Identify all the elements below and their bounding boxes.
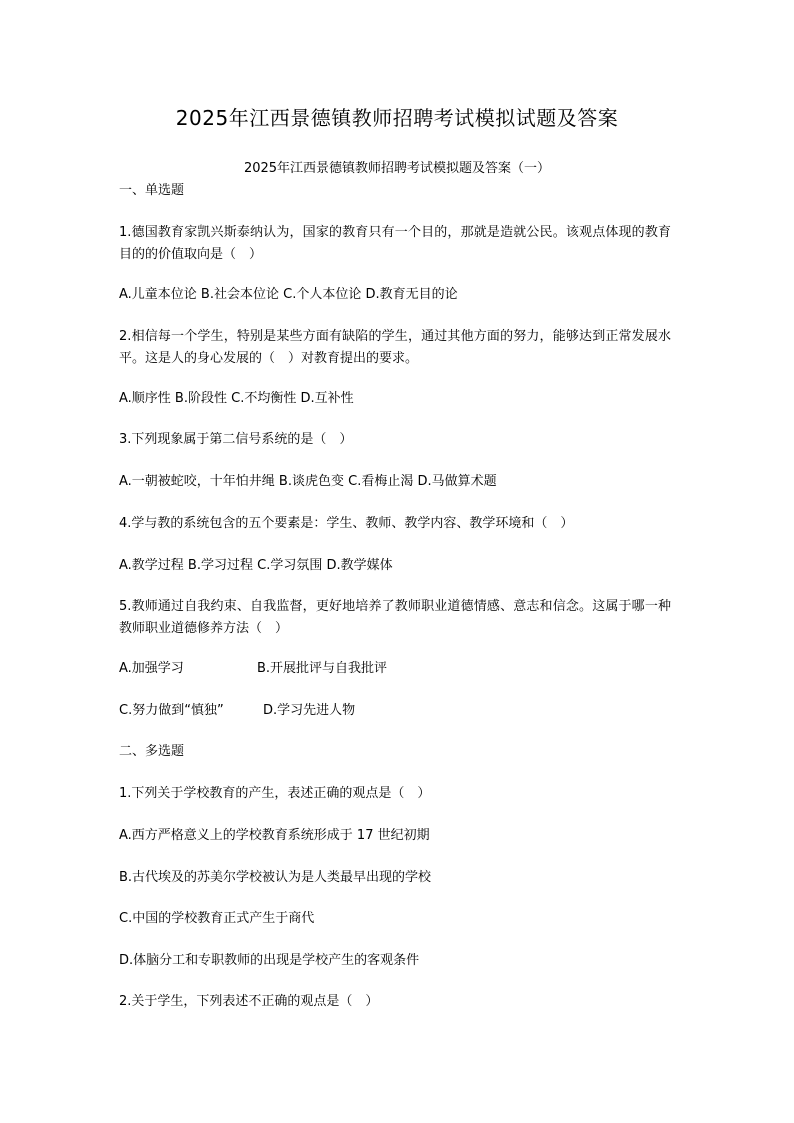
mc-question-1-option-c: C.中国的学校教育正式产生于商代 <box>119 911 315 926</box>
question-5-option-c: C.努力做到“慎独” <box>119 703 224 718</box>
question-5-option-d: D.学习先进人物 <box>263 703 356 718</box>
section-heading-single-choice: 一、单选题 <box>119 183 185 198</box>
question-4-options: A.教学过程 B.学习过程 C.学习氛围 D.教学媒体 <box>119 558 393 573</box>
question-3-stem: 3.下列现象属于第二信号系统的是（ ） <box>119 432 353 447</box>
mc-question-1-option-d: D.体脑分工和专职教师的出现是学校产生的客观条件 <box>119 953 420 968</box>
mc-question-1-option-b: B.古代埃及的苏美尔学校被认为是人类最早出现的学校 <box>119 870 432 885</box>
document-subtitle: 2025年江西景德镇教师招聘考试模拟题及答案（一） <box>243 161 551 176</box>
question-1-options: A.儿童本位论 B.社会本位论 C.个人本位论 D.教育无目的论 <box>119 287 458 302</box>
document-title: 2025年江西景德镇教师招聘考试模拟试题及答案 <box>175 106 619 130</box>
question-1-stem: 1.德国教育家凯兴斯泰纳认为，国家的教育只有一个目的，那就是造就公民。该观点体现的教育目的的价值取向是（ ） <box>119 225 671 262</box>
question-2-options: A.顺序性 B.阶段性 C.不均衡性 D.互补性 <box>119 391 354 406</box>
mc-question-1-option-a: A.西方严格意义上的学校教育系统形成于 17 世纪初期 <box>119 828 430 843</box>
question-5-option-a: A.加强学习 <box>119 661 184 676</box>
question-2-stem: 2.相信每一个学生，特别是某些方面有缺陷的学生，通过其他方面的努力，能够达到正常发展水平。这是人的身心发展的（ ）对教育提出的要求。 <box>119 329 671 366</box>
question-5-stem: 5.教师通过自我约束、自我监督，更好地培养了教师职业道德情感、意志和信念。这属于哪一种教师职业道德修养方法（ ） <box>119 599 671 636</box>
question-4-stem: 4.学与教的系统包含的五个要素是：学生、教师、教学内容、教学环境和（ ） <box>119 516 574 531</box>
question-3-options: A.一朝被蛇咬，十年怕井绳 B.谈虎色变 C.看梅止渴 D.马做算术题 <box>119 474 497 489</box>
mc-question-1-stem: 1.下列关于学校教育的产生，表述正确的观点是（ ） <box>119 786 431 801</box>
question-5-option-b: B.开展批评与自我批评 <box>257 661 388 676</box>
mc-question-2-stem: 2.关于学生，下列表述不正确的观点是（ ） <box>119 994 379 1009</box>
section-heading-multiple-choice: 二、多选题 <box>119 744 185 759</box>
